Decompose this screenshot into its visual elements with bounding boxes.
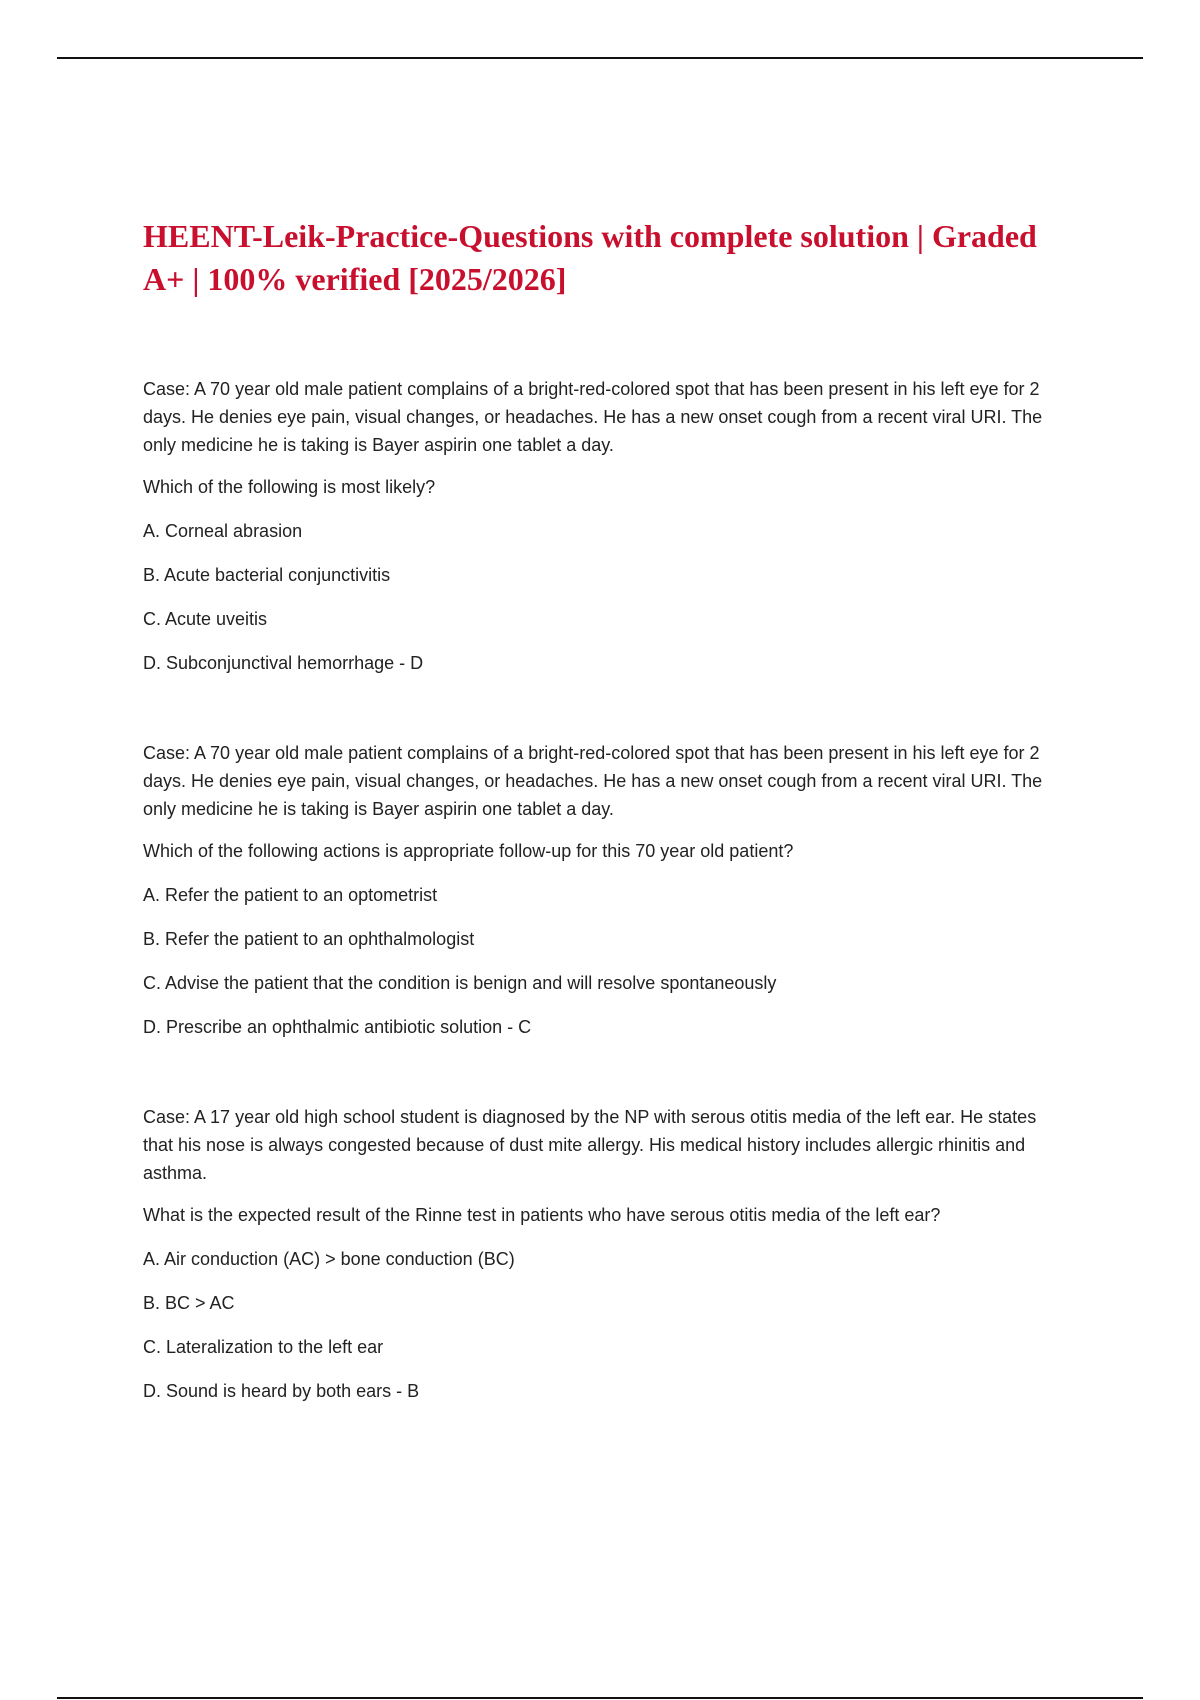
answer-option-b: B. Acute bacterial conjunctivitis	[143, 565, 391, 585]
question-3	[143, 1103, 1063, 1405]
question-1	[143, 375, 1063, 677]
question-prompt: What is the expected result of the Rinne test in patients who have serous otitis media of the left ear?	[143, 1205, 941, 1225]
answer-option-d: D. Sound is heard by both ears - B	[143, 1381, 420, 1401]
document-body	[143, 215, 1063, 1405]
case-text: Case: A 17 year old high school student is diagnosed by the NP with serous otitis media of the left ear. He states that his nose is always congested because of dust mite allergy. His medical history includes allergic rhinitis and asthma.	[143, 1107, 1037, 1183]
answer-options	[143, 881, 1063, 1041]
bottom-divider	[57, 1697, 1143, 1699]
answer-option-b: B. Refer the patient to an ophthalmologist	[143, 929, 475, 949]
answer-options	[143, 1245, 1063, 1405]
answer-option-c: C. Advise the patient that the condition is benign and will resolve spontaneously	[143, 973, 777, 993]
question-2	[143, 739, 1063, 1041]
case-text: Case: A 70 year old male patient complains of a bright-red-colored spot that has been present in his left eye for 2 days. He denies eye pain, visual changes, or headaches. He has a new onset cough from a recent viral URI. The only medicine he is taking is Bayer aspirin one tablet a day.	[143, 379, 1043, 455]
case-text: Case: A 70 year old male patient complains of a bright-red-colored spot that has been present in his left eye for 2 days. He denies eye pain, visual changes, or headaches. He has a new onset cough from a recent viral URI. The only medicine he is taking is Bayer aspirin one tablet a day.	[143, 743, 1043, 819]
answer-options	[143, 517, 1063, 677]
answer-option-a: A. Refer the patient to an optometrist	[143, 885, 438, 905]
question-prompt: Which of the following is most likely?	[143, 477, 436, 497]
answer-option-d: D. Prescribe an ophthalmic antibiotic solution - C	[143, 1017, 532, 1037]
answer-option-a: A. Corneal abrasion	[143, 521, 303, 541]
answer-option-d: D. Subconjunctival hemorrhage - D	[143, 653, 424, 673]
top-divider	[57, 57, 1143, 59]
answer-option-a: A. Air conduction (AC) > bone conduction (BC)	[143, 1249, 515, 1269]
answer-option-b: B. BC > AC	[143, 1293, 235, 1313]
document-title: HEENT-Leik-Practice-Questions with complete solution | Graded A+ | 100% verified [2025/2026]	[143, 218, 1037, 297]
question-prompt: Which of the following actions is appropriate follow-up for this 70 year old patient?	[143, 841, 794, 861]
answer-option-c: C. Lateralization to the left ear	[143, 1337, 384, 1357]
answer-option-c: C. Acute uveitis	[143, 609, 268, 629]
